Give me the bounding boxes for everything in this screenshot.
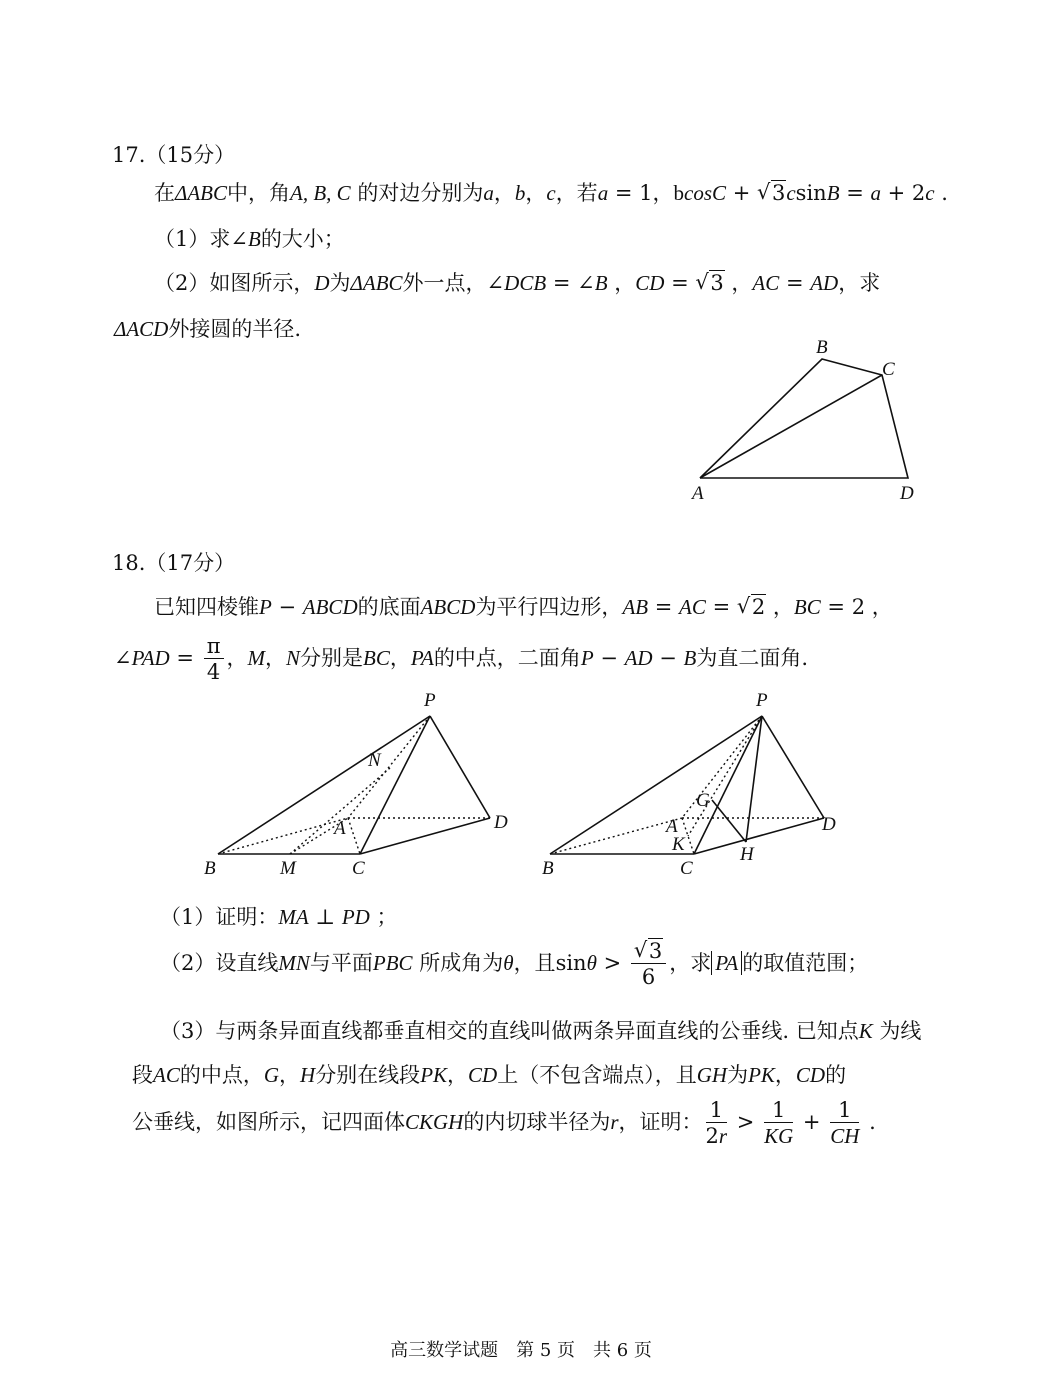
fig1-label-m: M <box>280 858 296 879</box>
fig1-label-d: D <box>494 812 508 833</box>
fig2-label-a: A <box>666 816 678 837</box>
edge-pd <box>430 716 490 818</box>
edge-pb <box>550 716 762 854</box>
q17-part1: （1）求∠B的大小； <box>154 227 345 251</box>
q18-part3-line1: （3）与两条异面直线都垂直相交的直线叫做两条异面直线的公垂线. 已知点K 为线 <box>160 1019 922 1043</box>
edge-pa-hidden <box>682 716 762 818</box>
fig1-label-a: A <box>334 818 346 839</box>
fig2-label-g: G <box>696 790 710 811</box>
q17-part2: （2）如图所示，D为ΔABC外一点，∠DCB = ∠B ，CD = √ 3 ，AC = AD，求 <box>154 268 880 298</box>
fig2-label-k: K <box>672 834 685 855</box>
edge-pb <box>218 716 430 854</box>
q17-label-c: C <box>882 359 895 380</box>
q17-label-b: B <box>816 337 828 358</box>
q18-pyramid-figure-1 <box>200 688 530 888</box>
fig1-label-b: B <box>204 858 216 879</box>
fig1-label-c: C <box>352 858 365 879</box>
q17-part2-line2: ΔACD外接圆的半径. <box>114 317 302 341</box>
q18-part1: （1）证明：MA ⊥ PD ； <box>160 905 398 929</box>
edge-ac-hidden <box>348 818 360 854</box>
segment-gh <box>712 800 746 842</box>
segment-mn <box>290 768 390 854</box>
fig2-label-d: D <box>822 814 836 835</box>
fig2-label-h: H <box>740 844 754 865</box>
fig1-label-p: P <box>424 690 436 711</box>
q18-part3-line2: 段AC的中点，G，H分别在线段PK，CD上（不包含端点），且GH为PK，CD的 <box>132 1063 847 1087</box>
fig2-label-b: B <box>542 858 554 879</box>
edge-ba-hidden <box>218 818 348 854</box>
edge-ba-hidden <box>550 818 682 854</box>
segment-pk <box>688 716 762 836</box>
page-footer: 高三数学试题 第 5 页 共 6 页 <box>390 1340 652 1361</box>
q17-header: 17.（15分） <box>112 143 236 167</box>
edge-pa-hidden <box>348 716 430 818</box>
edge-cd <box>694 818 824 854</box>
q18-part3-line3: 公垂线，如图所示，记四面体CKGH的内切球半径为r，证明： $\frac{1}{2r}$ > $\frac{1}{KG}$ + $\frac{1}{CH}$ . <box>132 1098 876 1148</box>
q17-stem: 在ΔABC中，角A, B, C 的对边分别为a，b，c，若a = 1，bcosC + √ 3csinB = a + 2c . <box>154 178 948 208</box>
fig2-label-p: P <box>756 690 768 711</box>
fig1-label-n: N <box>368 750 381 771</box>
q18-stem-line2: ∠PAD = $\frac{\pi}{4}$ ，M，N分别是BC，PA的中点，二面角P − AD − B为直二面角. <box>114 634 809 684</box>
q18-pyramid-figure-2 <box>536 688 866 888</box>
q18-stem-line1: 已知四棱锥P − ABCD的底面ABCD为平行四边形，AB = AC = √ 2 ，BC = 2 ， <box>154 592 893 622</box>
q17-diagonal-ac <box>700 375 882 478</box>
edge-pc <box>694 716 762 854</box>
q18-part2: （2）设直线MN与平面PBC 所成角为θ，且sinθ > √ $\frac{3}{6}$ ，求 PA 的取值范围； <box>160 938 868 990</box>
fig2-label-c: C <box>680 858 693 879</box>
segment-ph <box>746 716 762 842</box>
q17-triangle-figure <box>680 335 930 510</box>
q17-label-a: A <box>692 483 704 504</box>
edge-pd <box>762 716 824 818</box>
q17-label-d: D <box>900 483 914 504</box>
q18-header: 18.（17分） <box>112 551 236 575</box>
edge-cd <box>360 818 490 854</box>
